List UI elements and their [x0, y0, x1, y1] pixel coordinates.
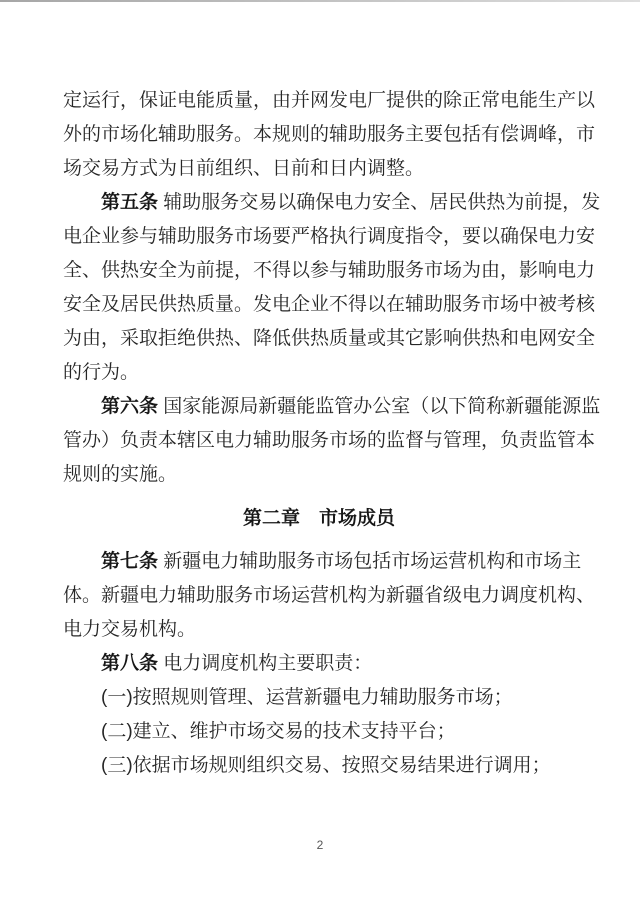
- article-paragraph: [63, 647, 575, 681]
- text-line: 外的市场化辅助服务。本规则的辅助服务主要包括有偿调峰，市: [63, 124, 596, 145]
- text-line: 管办）负责本辖区电力辅助服务市场的监督与管理，负责监管本: [63, 430, 596, 451]
- text-line: 第八条 电力调度机构主要职责：: [101, 653, 373, 674]
- list-item: (二)建立、维护市场交易的技术支持平台；: [101, 721, 456, 742]
- list-item: (一)按照规则管理、运营新疆电力辅助服务市场；: [101, 687, 513, 708]
- article-number-label: 第六条: [101, 396, 159, 417]
- text-line: 体。新疆电力辅助服务市场运营机构为新疆省级电力调度机构、: [63, 585, 596, 606]
- article-paragraph: [63, 390, 601, 492]
- article-number-label: 第八条: [101, 653, 159, 674]
- article-number-label: 第七条: [101, 551, 159, 572]
- text-line: 场交易方式为日前组织、日前和日内调整。: [63, 158, 425, 179]
- text-line: 定运行，保证电能质量，由并网发电厂提供的除正常电能生产以: [63, 90, 596, 111]
- text-line: 的行为。: [63, 362, 140, 383]
- text-line: 规则的实施。: [63, 464, 178, 485]
- document-content: [63, 84, 601, 783]
- article-paragraph: [63, 186, 601, 390]
- text-line: 第七条 新疆电力辅助服务市场包括市场运营机构和市场主: [101, 551, 582, 572]
- text-line: 第六条 国家能源局新疆能监管办公室（以下简称新疆能源监: [101, 396, 601, 417]
- page-number: 2: [316, 838, 324, 852]
- text-line: 为由，采取拒绝供热、降低供热质量或其它影响供热和电网安全: [63, 328, 596, 349]
- text-line: 电力交易机构。: [63, 619, 197, 640]
- text-line: 第五条 辅助服务交易以确保电力安全、居民供热为前提，发: [101, 192, 601, 213]
- text-line: 全、供热安全为前提，不得以参与辅助服务市场为由，影响电力: [63, 260, 596, 281]
- article-number-label: 第五条: [101, 192, 159, 213]
- text-line: 安全及居民供热质量。发电企业不得以在辅助服务市场中被考核: [63, 294, 596, 315]
- chapter-heading: 第二章 市场成员: [242, 508, 395, 529]
- article-paragraph: [63, 545, 596, 647]
- list-item: (三)依据市场规则组织交易、按照交易结果进行调用；: [101, 755, 551, 776]
- text-line: 电企业参与辅助服务市场要严格执行调度指令，要以确保电力安: [63, 226, 596, 247]
- continuation-paragraph: [63, 84, 596, 186]
- page-top-edge: [0, 0, 640, 2]
